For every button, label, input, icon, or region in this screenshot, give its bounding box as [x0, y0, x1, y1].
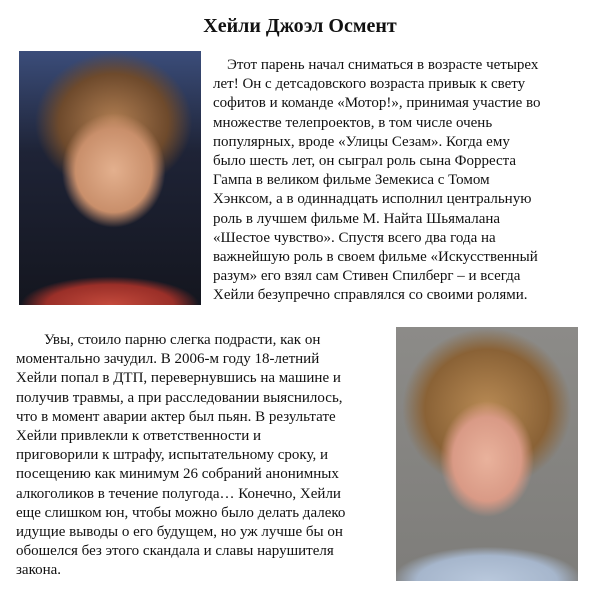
text-line: софитов и команде «Мотор!», принимая участие во: [213, 95, 541, 112]
text-line: закона.: [16, 562, 62, 579]
text-line: Увы, стоило парню слегка подрасти, как он: [44, 332, 321, 348]
text-line: популярных, вроде «Улицы Сезам». Когда ему: [213, 133, 510, 150]
text-line: приговорили к штрафу, испытательному сроку, и: [16, 447, 329, 464]
text-line: Гампа в великом фильме Земекиса с Томом: [213, 172, 490, 189]
text-line: важнейшую роль в своем фильме «Искусственный: [213, 249, 538, 266]
actor-adult-mugshot-photo: [396, 327, 578, 581]
text-line: разум» его взял сам Стивен Спилберг – и всегда: [213, 268, 521, 285]
paragraph-career: [213, 56, 541, 306]
text-line: алкоголиков в течение полугода… Конечно, Хейли: [16, 485, 341, 502]
text-line: «Шестое чувство». Спустя всего два года на: [213, 229, 496, 246]
text-line: посещению как минимум 26 собраний анонимных: [16, 466, 339, 483]
text-line: Хейли привлекли к ответственности и: [16, 428, 262, 445]
page-title: Хейли Джоэл Осмент: [203, 15, 397, 37]
text-line: получив травмы, а при расследовании выяснилось,: [16, 389, 343, 406]
text-line: лет! Он с детсадовского возраста привык к свету: [213, 76, 526, 93]
paragraph-scandal: [16, 331, 345, 581]
text-line: множестве телепроектов, в том числе очень: [213, 114, 493, 131]
actor-childhood-photo: [19, 51, 201, 305]
text-line: Хэнксом, а в одиннадцать исполнил центральную: [213, 191, 532, 208]
text-line: было шесть лет, он сыграл роль сына Форреста: [213, 153, 517, 170]
text-line: Этот парень начал сниматься в возрасте четырех: [227, 57, 539, 73]
text-line: что в момент аварии актер был пьян. В результате: [16, 408, 336, 425]
text-line: еще слишком юн, чтобы можно было делать далеко: [16, 504, 346, 521]
text-line: идущие выводы о его будущем, но уж лучше бы он: [16, 524, 343, 541]
text-line: роль в лучшем фильме М. Найта Шьямалана: [213, 210, 501, 227]
text-line: моментально зачудил. В 2006-м году 18-летний: [16, 351, 320, 368]
text-line: Хейли попал в ДТП, перевернувшись на машине и: [16, 370, 341, 387]
text-line: Хейли безупречно справлялся со своими ролями.: [213, 287, 528, 304]
text-line: обошелся без этого скандала и славы нарушителя: [16, 543, 334, 560]
